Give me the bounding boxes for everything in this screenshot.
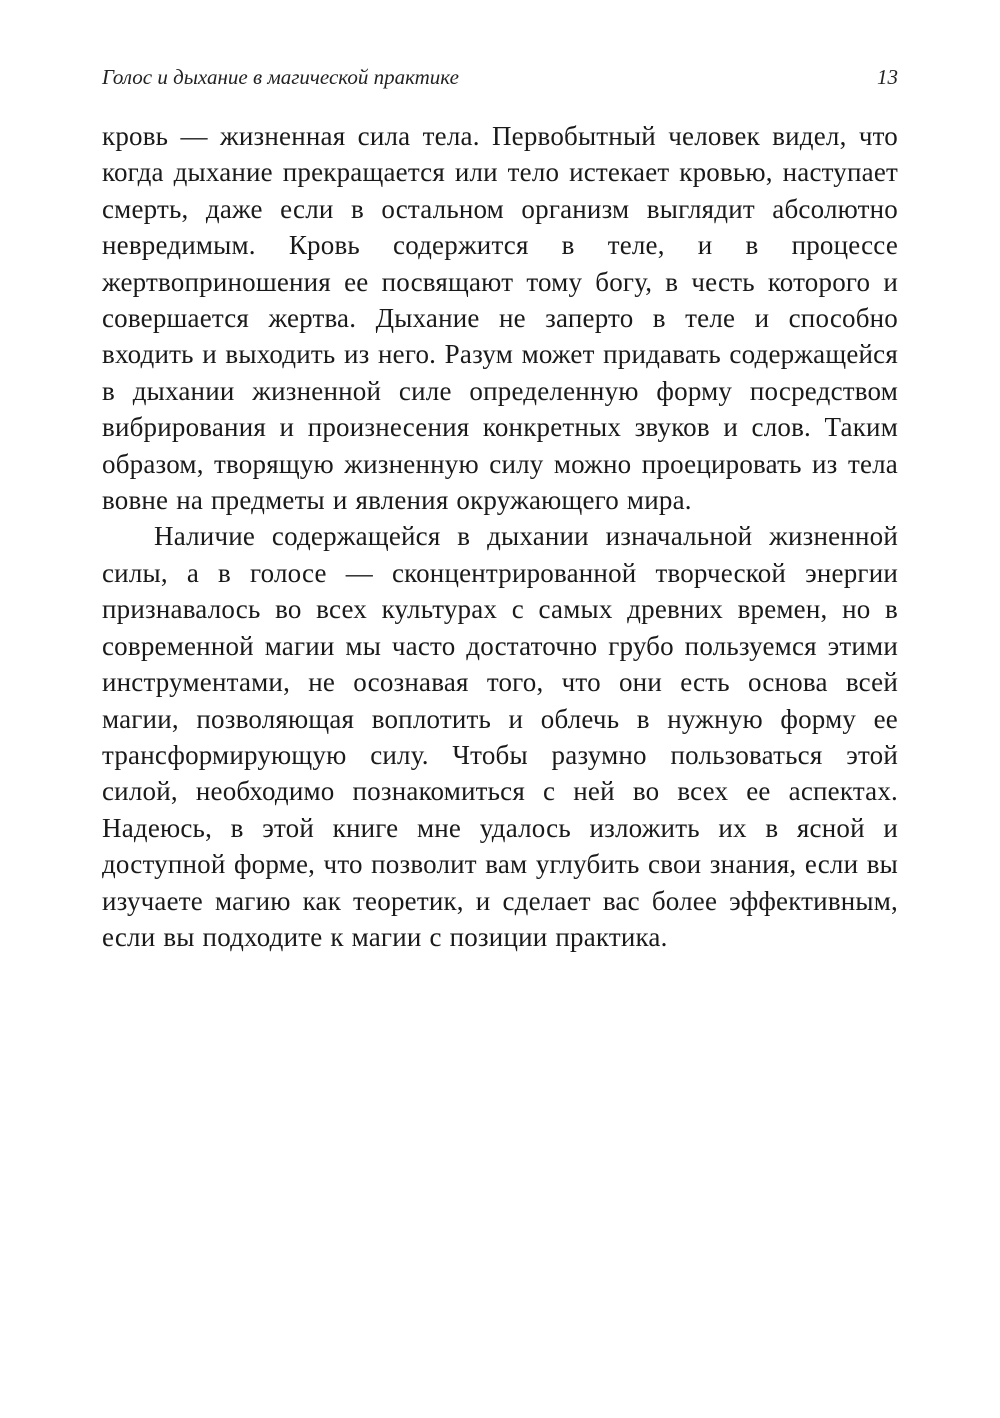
running-header (102, 62, 898, 92)
paragraph-continuation: кровь — жизненная сила тела. Первобытный человек видел, что когда дыхание прекращается или тело истекает кровью, наступает смерть, даже если в остальном организм выглядит абсолютно невредимым. Кровь содержится в теле, и в процессе жертвоприношения ее посвящают тому богу, в честь которого и совершается жертва. Дыхание не заперто в теле и способно входить и выходить из него. Разум может придавать содержащейся в дыхании жизненной силе определенную форму посредством вибрирования и произнесения конкретных звуков и слов. Таким образом, творящую жизненную силу можно проецировать из тела вовне на предметы и явления окружающего мира. (102, 121, 898, 516)
body-text (102, 118, 898, 955)
paragraph: Наличие содержащейся в дыхании изначальной жизненной силы, а в голосе — сконцентрированной творческой энергии признавалось во всех культурах с самых древних времен, но в современной магии мы часто достаточно грубо пользуемся этими инструментами, не осознавая того, что они есть основа всей магии, позволяющая воплотить и облечь в нужную форму ее трансформирующую силу. Чтобы разумно пользоваться этой силой, необходимо познакомиться с ней во всех ее аспектах. Надеюсь, в этой книге мне удалось изложить их в ясной и доступной форме, что позволит вам углубить свои знания, если вы изучаете магию как теоретик, и сделает вас более эффективным, если вы подходите к магии с позиции практика. (102, 521, 898, 952)
page-number: 13 (877, 65, 898, 89)
running-header-title: Голос и дыхание в магической практике (102, 65, 459, 89)
